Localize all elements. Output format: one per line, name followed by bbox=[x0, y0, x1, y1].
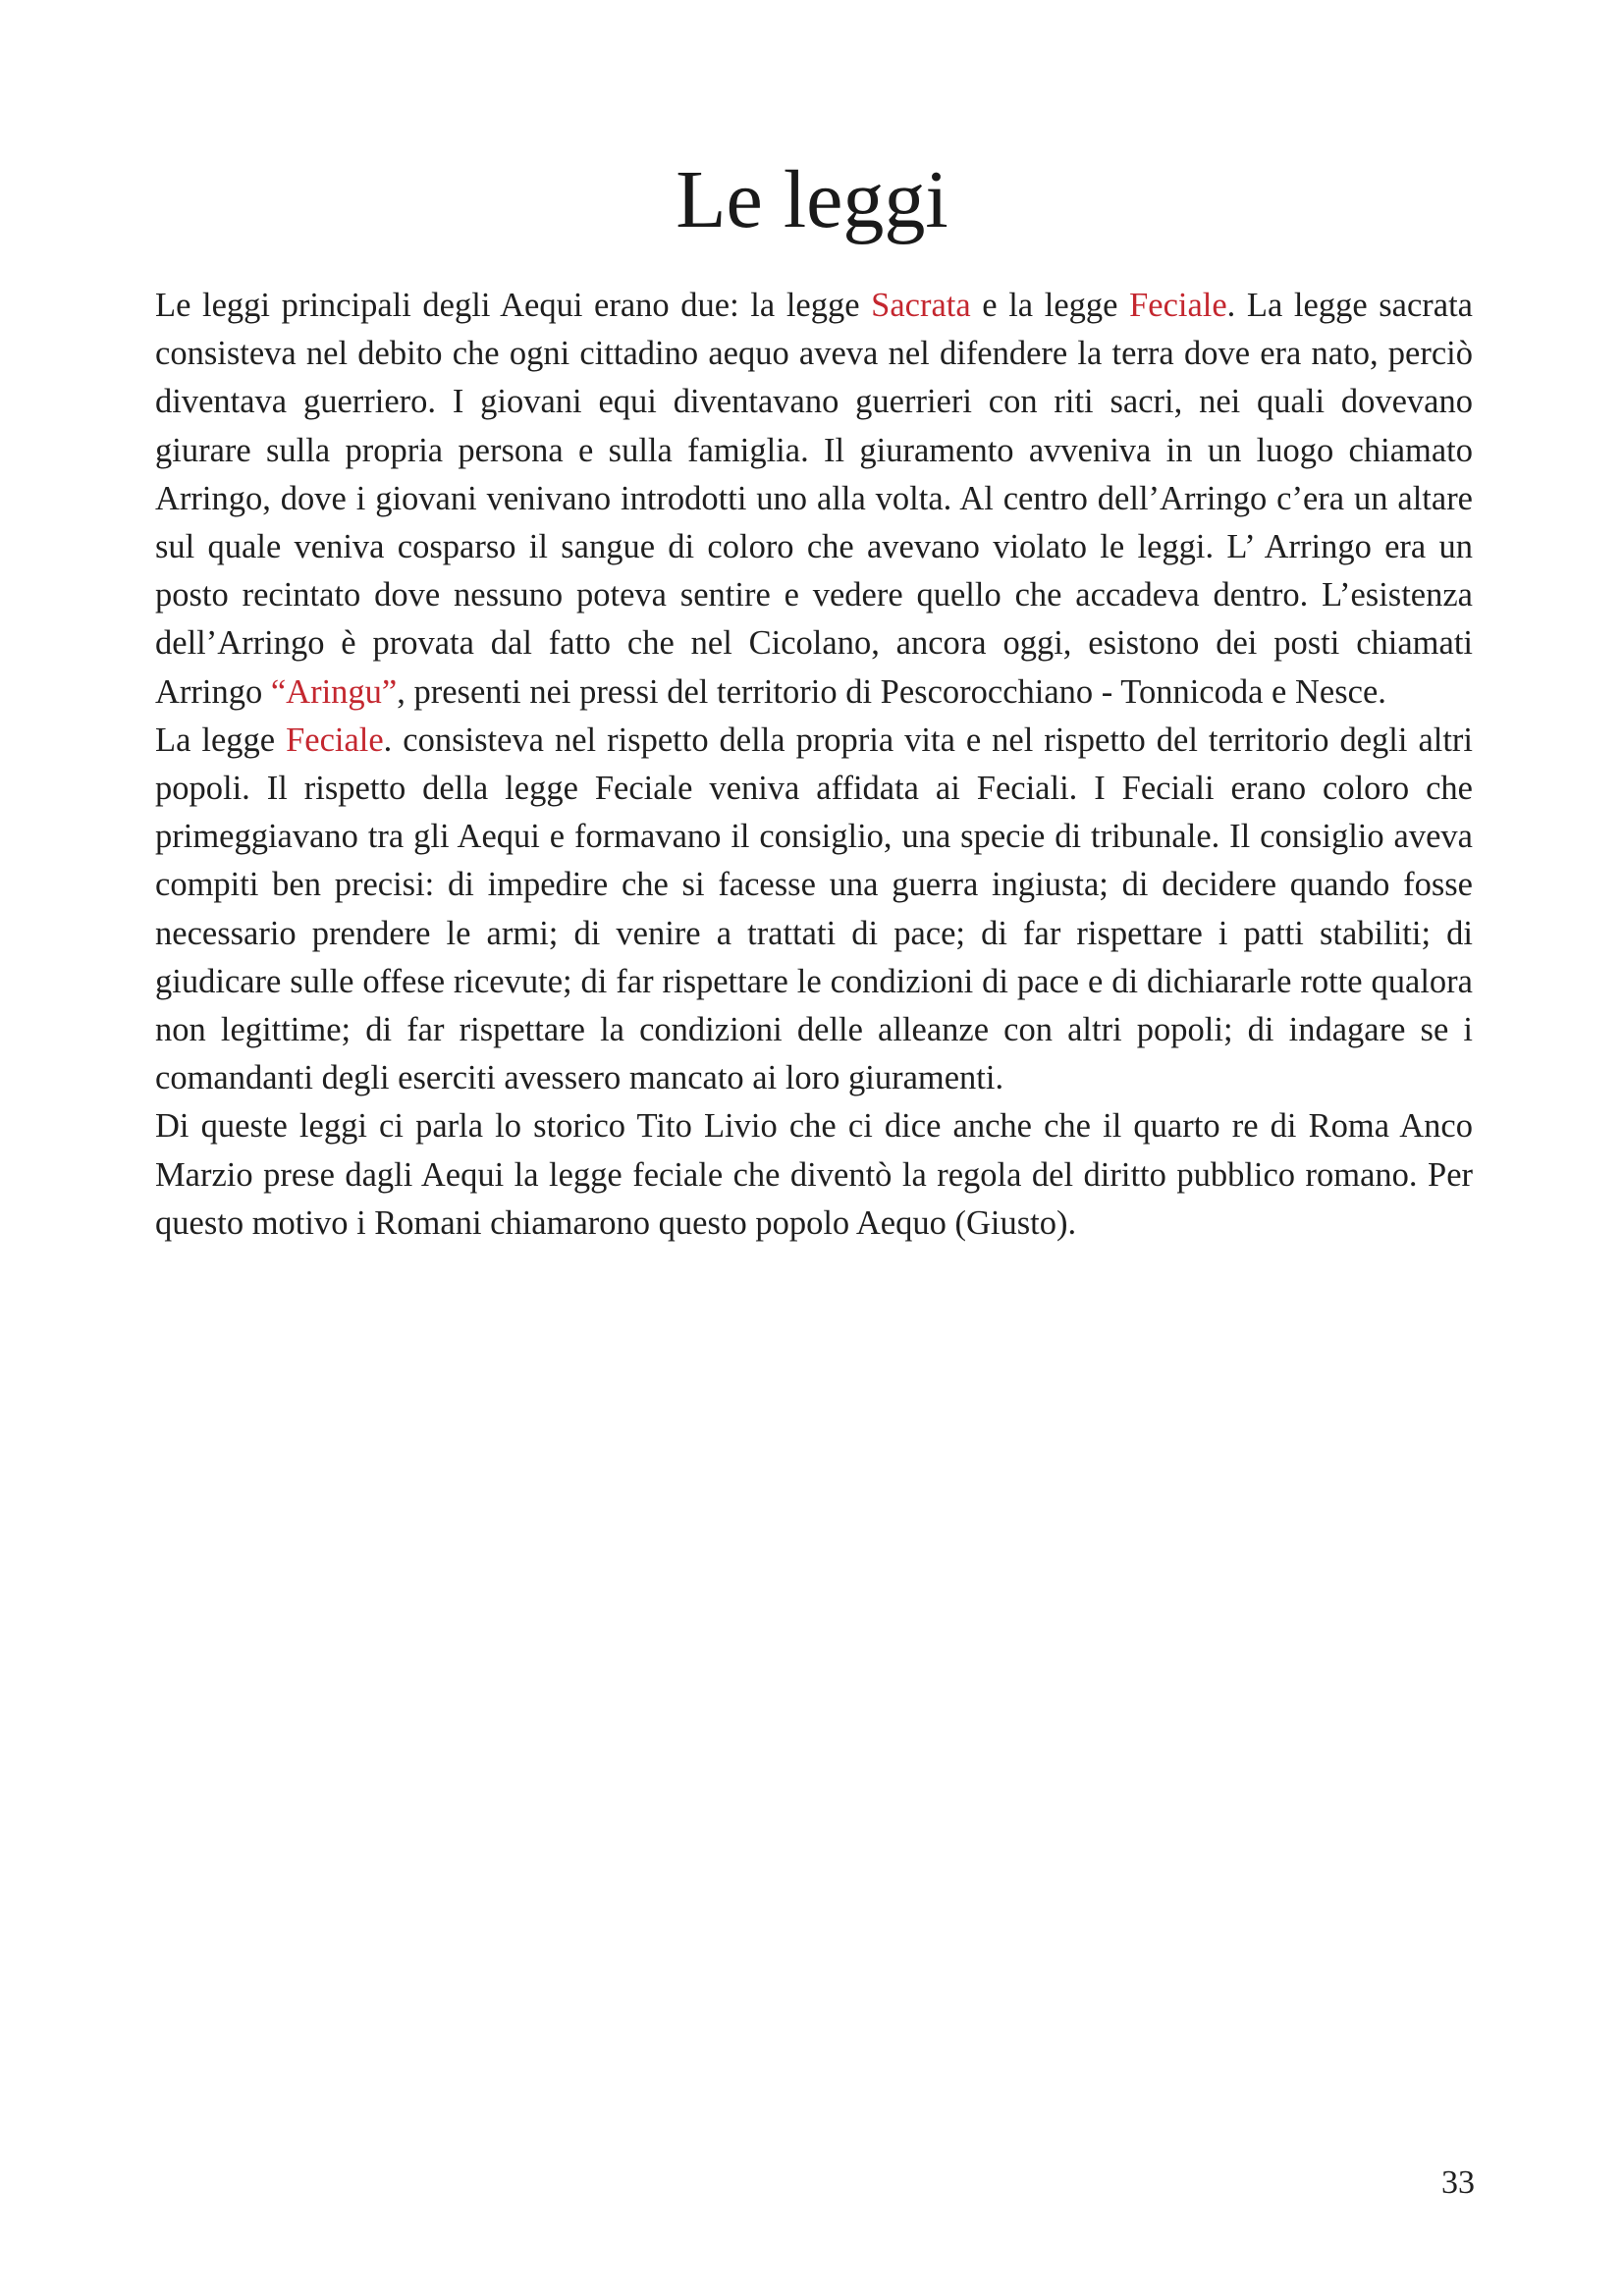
highlight-feciale: Feciale bbox=[286, 721, 384, 759]
paragraph-text: . consisteva nel rispetto della propria vita e nel rispetto del territorio degli altri popoli. Il rispetto della legge Feciale veniva affidata ai Feciali. I Feciali erano coloro che primeggiavano tra gli Aequi e formavano il consiglio, una specie di tribunale. Il consiglio aveva compiti ben precisi: di impedire che si facesse una guerra ingiusta; di decidere quando fosse necessario prendere le armi; di venire a trattati di pace; di far rispettare i patti stabiliti; di giudicare sulle offese ricevute; di far rispettare le condizioni di pace e di dichiararle rotte qualora non legittime; di far rispettare la condizioni delle alleanze con altri popoli; di indagare se i comandanti degli eserciti avessero mancato ai loro giuramenti. bbox=[155, 721, 1473, 1097]
paragraph-feciale bbox=[155, 717, 1473, 1103]
paragraph-sacrata bbox=[155, 282, 1473, 717]
paragraph-text: La legge bbox=[155, 721, 287, 759]
highlight-aringu: “Aringu” bbox=[270, 672, 398, 711]
page-title: Le leggi bbox=[676, 154, 948, 245]
paragraph-text: e la legge bbox=[970, 287, 1130, 324]
paragraph-text: Le leggi principali degli Aequi erano due: la legge bbox=[155, 287, 872, 324]
body-text bbox=[155, 282, 1473, 1248]
highlight-sacrata: Sacrata bbox=[871, 287, 971, 324]
paragraph-text: , presenti nei pressi del territorio di Pescorocchiano - Tonnicoda e Nesce. bbox=[397, 672, 1386, 711]
paragraph-tito-livio: Di queste leggi ci parla lo storico Tito Livio che ci dice anche che il quarto re di Roma Anco Marzio prese dagli Aequi la legge feciale che diventò la regola del diritto pubblico romano. Per questo motivo i Romani chiamarono questo popolo Aequo (Giusto). bbox=[155, 1107, 1473, 1242]
page-number: 33 bbox=[1441, 2164, 1475, 2201]
highlight-feciale: Feciale bbox=[1129, 287, 1227, 324]
paragraph-text: . La legge sacrata consisteva nel debito che ogni cittadino aequo aveva nel difendere la terra dove era nato, perciò diventava guerriero. I giovani equi diventavano guerrieri con riti sacri, nei quali dovevano giurare sulla propria persona e sulla famiglia. Il giuramento avveniva in un luogo chiamato Arringo, dove i giovani venivano introdotti uno alla volta. Al centro dell’Arringo c’era un altare sul quale veniva cosparso il sangue di coloro che avevano violato le leggi. L’ Arringo era un posto recintato dove nessuno poteva sentire e vedere quello che accadeva dentro. L’esistenza dell’Arringo è provata dal fatto che nel Cicolano, ancora oggi, esistono dei posti chiamati Arringo bbox=[155, 287, 1473, 711]
